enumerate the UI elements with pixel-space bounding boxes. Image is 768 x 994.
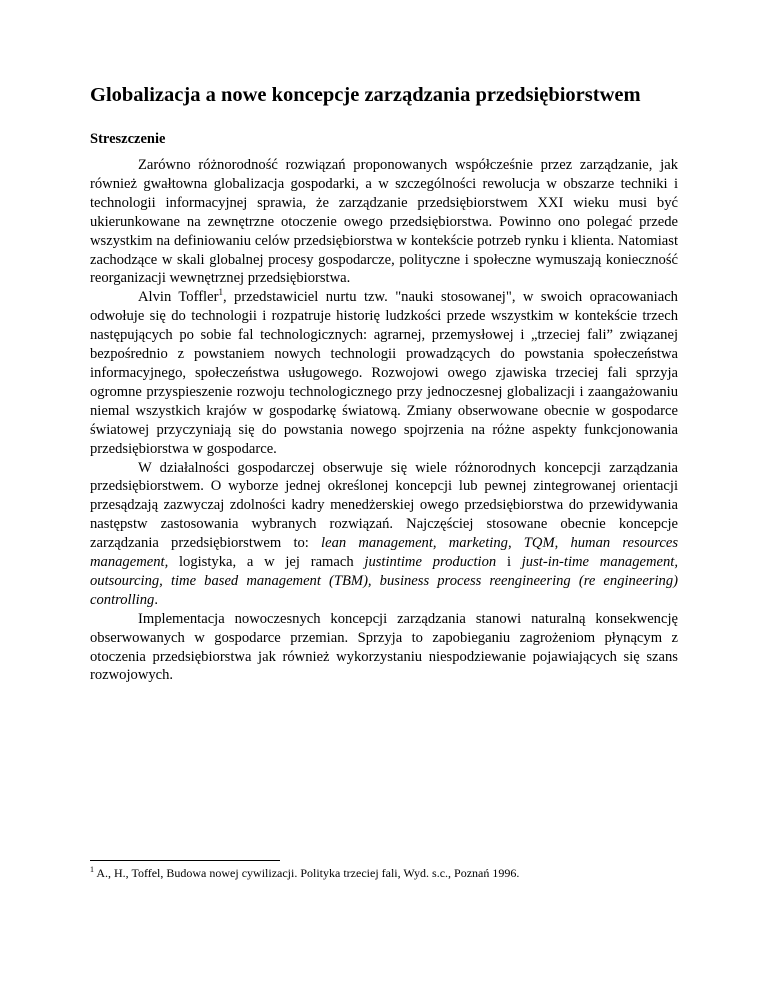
author-name: Alvin Toffler xyxy=(138,289,219,306)
term-tqm: TQM xyxy=(523,535,555,552)
paragraph-3-text: W działalności gospodarczej obserwuje się wiele różnorodnych koncepcji zarządzania przedsiębiorstwem. O wyborze jednej określonej koncepcji lub pewnej zintegrowanej orientacji przesądzają zazwyczaj zdolności kadry menedżerskiej owego przedsiębiorstwa do przewidywania następstw zastosowania wybranych rozwiązań. Najczęściej stosowane obecnie koncepcje zarządzania przedsiębiorstwem to: xyxy=(90,459,678,552)
document-title: Globalizacja a nowe koncepcje zarządzania przedsiębiorstwem xyxy=(90,84,641,106)
separator: , xyxy=(507,535,524,552)
paragraph-3 xyxy=(90,459,678,610)
paragraph-4: Implementacja nowoczesnych koncepcji zarządzania stanowi naturalną konsekwencję obserwowanych w gospodarce przemian. Sprzyja to zapobieganiu zagrożeniom płynącym z otoczenia przedsiębiorstwa jak również wykorzystaniu niespodziewanie pojawiających się szans rozwojowych. xyxy=(90,610,678,684)
term-marketing: marketing xyxy=(448,535,508,552)
term-list: just-in-time management, outsourcing, time based management (TBM), business process reengineering (re engineering) controlling xyxy=(90,554,678,608)
separator: , xyxy=(432,535,449,552)
conjunction: i xyxy=(496,554,522,571)
separator: , xyxy=(554,535,571,552)
footnote xyxy=(90,866,690,881)
footnote-number: 1 xyxy=(90,865,94,874)
footnote-ref: 1 xyxy=(218,287,223,298)
footnote-text: A., H., Toffel, Budowa nowej cywilizacji. Polityka trzeciej fali, Wyd. s.c., Poznań 1996. xyxy=(94,866,520,880)
paragraph-2-text: , przedstawiciel nurtu tzw. "nauki stosowanej", w swoich opracowaniach odwołuje się do technologii i rozpatruje historię ludzkości przede wszystkim w kontekście trzech następujących po sobie fal technologicznych: agrarnej, przemysłowej i „trzeciej fali” związanej bezpośrednio z powstaniem nowych technologii prowadzących do powstania społeczeństwa informacyjnego, społeczeństwa usługowego. Rozwojowi owego zjawiska trzeciej fali sprzyja ogromne przyspieszenie rozwoju technologicznego przy jednoczesnej globalizacji i zaangażowaniu niemal wszystkich krajów w gospodarkę światową. Zmiany obserwowane obecnie w gospodarce światowej przyczyniają się do powstania nowego spojrzenia na różne aspekty funkcjonowania przedsiębiorstwa w gospodarce. xyxy=(90,289,678,457)
paragraph-3-end: . xyxy=(154,591,158,608)
term-lean-management: lean management xyxy=(321,535,433,552)
term-jit-production: justintime production xyxy=(364,554,497,571)
paragraph-2 xyxy=(90,288,678,458)
paragraph-1: Zarówno różnorodność rozwiązań proponowanych współcześnie przez zarządzanie, jak również gwałtowna globalizacja gospodarki, a w szczególności rewolucja w obszarze techniki i technologii informacyjnej sprawia, że zarządzanie przedsiębiorstwem XXI wieku musi być ukierunkowane na zewnętrzne otoczenie owego przedsiębiorstwa. Powinno ono polegać przede wszystkim na definiowaniu celów przedsiębiorstwa w kontekście potrzeb rynku i klienta. Natomiast zachodzące w skali globalnej procesy gospodarcze, polityczne i społeczne wymuszają konieczność reorganizacji wewnętrznej przedsiębiorstwa. xyxy=(90,157,678,287)
document-body xyxy=(90,156,678,685)
paragraph-3-mid: logistyka, a w jej ramach xyxy=(168,554,365,571)
footnote-divider xyxy=(90,860,280,861)
term-hrm: human resources management, xyxy=(90,535,679,571)
section-heading: Streszczenie xyxy=(90,131,166,147)
